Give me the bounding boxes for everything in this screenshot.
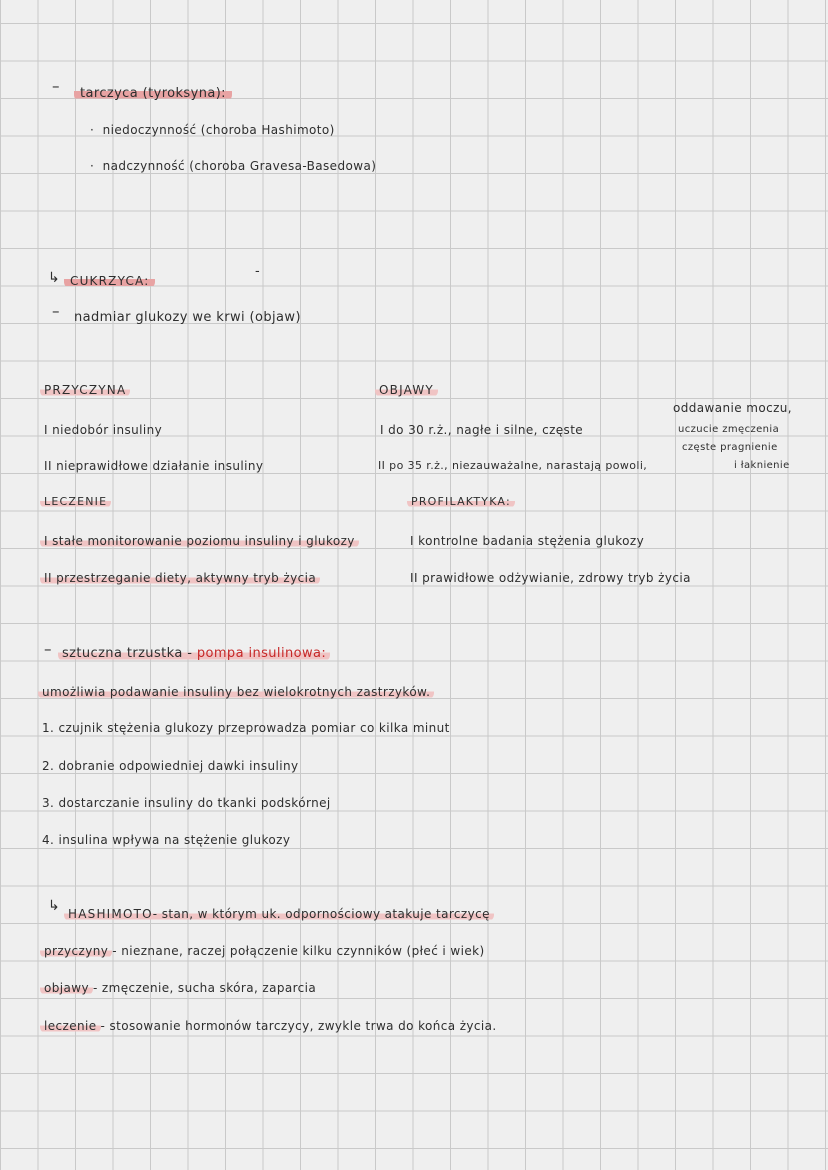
symptoms-side-line-3: częste pragnienie bbox=[682, 442, 778, 453]
causes-item-2: II nieprawidłowe działanie insuliny bbox=[44, 459, 264, 473]
treatment-heading bbox=[40, 494, 111, 510]
pump-step-4: 4. insulina wpływa na stężenie glukozy bbox=[42, 833, 291, 847]
diabetes-dash: – bbox=[52, 302, 60, 320]
prevention-heading-text: PROFILAKTYKA: bbox=[407, 495, 515, 508]
pump-heading-part2: pompa insulinowa: bbox=[196, 646, 327, 661]
thyroid-dash: – bbox=[52, 77, 60, 95]
causes-item-1: I niedobór insuliny bbox=[44, 423, 163, 437]
hashimoto-definition: - stan, w którym uk. odpornościowy atakuje tarczycę bbox=[152, 907, 490, 921]
stray-mark: - bbox=[255, 264, 261, 279]
pump-description-text: umożliwia podawanie insuliny bez wielokrotnych zastrzyków. bbox=[38, 685, 434, 699]
thyroid-heading bbox=[74, 86, 232, 102]
symptoms-side-line-2: uczucie zmęczenia bbox=[678, 424, 780, 435]
treatment-item-2-text: II przestrzeganie diety, aktywny tryb życia bbox=[40, 571, 320, 585]
prevention-item-1: I kontrolne badania stężenia glukozy bbox=[410, 534, 645, 548]
symptoms-item-2: II po 35 r.ż., niezauważalne, narastają powoli, bbox=[378, 459, 648, 472]
treatment-heading-text: LECZENIE bbox=[40, 495, 111, 508]
hashimoto-treatment bbox=[40, 1018, 497, 1034]
thyroid-bullet-hyper-text: nadczynność (choroba Gravesa-Basedowa) bbox=[102, 159, 377, 173]
treatment-item-1-text: I stałe monitorowanie poziomu insuliny i glukozy bbox=[40, 534, 359, 548]
thyroid-bullet-hypo-text: niedoczynność (choroba Hashimoto) bbox=[102, 123, 335, 137]
hashimoto-symptoms-text: - zmęczenie, sucha skóra, zaparcia bbox=[92, 981, 317, 995]
diabetes-heading bbox=[64, 273, 155, 289]
prevention-heading bbox=[407, 494, 515, 510]
hashimoto-definition-line bbox=[64, 906, 494, 922]
pump-dash: – bbox=[44, 640, 52, 658]
treatment-item-1 bbox=[40, 533, 359, 549]
pump-description bbox=[38, 684, 434, 700]
pump-heading bbox=[58, 646, 330, 662]
hashimoto-causes-label: przyczyny bbox=[40, 944, 112, 958]
symptoms-side-line-4: i łaknienie bbox=[734, 460, 790, 471]
symptoms-item-1: I do 30 r.ż., nagłe i silne, częste bbox=[380, 423, 584, 437]
hashimoto-heading: HASHIMOTO bbox=[68, 907, 153, 921]
diabetes-heading-text: CUKRZYCA: bbox=[64, 274, 155, 288]
thyroid-bullet-hypo: · niedoczynność (choroba Hashimoto) bbox=[90, 123, 335, 137]
thyroid-heading-text: tarczyca (tyroksyna): bbox=[74, 86, 232, 101]
diabetes-definition: nadmiar glukozy we krwi (objaw) bbox=[74, 310, 301, 325]
hashimoto-symptoms-label: objawy bbox=[40, 981, 93, 995]
pump-step-3: 3. dostarczanie insuliny do tkanki podskórnej bbox=[42, 796, 331, 810]
hashimoto-causes-text: - nieznane, raczej połączenie kilku czynników (płeć i wiek) bbox=[112, 944, 485, 958]
hashimoto-causes bbox=[40, 943, 485, 959]
pump-step-2: 2. dobranie odpowiedniej dawki insuliny bbox=[42, 759, 299, 773]
hashimoto-symptoms bbox=[40, 980, 316, 996]
causes-heading bbox=[40, 382, 130, 398]
symptoms-heading-text: OBJAWY bbox=[375, 383, 438, 397]
causes-heading-text: PRZYCZYNA bbox=[40, 383, 130, 397]
prevention-item-2: II prawidłowe odżywianie, zdrowy tryb życia bbox=[410, 571, 691, 585]
pump-heading-part1: sztuczna trzustka - bbox=[62, 646, 197, 661]
hashimoto-treatment-label: leczenie bbox=[40, 1019, 101, 1033]
symptoms-heading bbox=[375, 382, 438, 398]
hashimoto-treatment-text: - stosowanie hormonów tarczycy, zwykle trwa do końca życia. bbox=[100, 1019, 497, 1033]
hashimoto-arrow-icon: ↳ bbox=[48, 898, 61, 914]
thyroid-bullet-hyper: · nadczynność (choroba Gravesa-Basedowa) bbox=[90, 159, 377, 173]
treatment-item-2 bbox=[40, 570, 320, 586]
pump-step-1: 1. czujnik stężenia glukozy przeprowadza pomiar co kilka minut bbox=[42, 721, 450, 735]
symptoms-side-line-1: oddawanie moczu, bbox=[673, 401, 792, 415]
diabetes-arrow-icon: ↳ bbox=[48, 270, 61, 286]
